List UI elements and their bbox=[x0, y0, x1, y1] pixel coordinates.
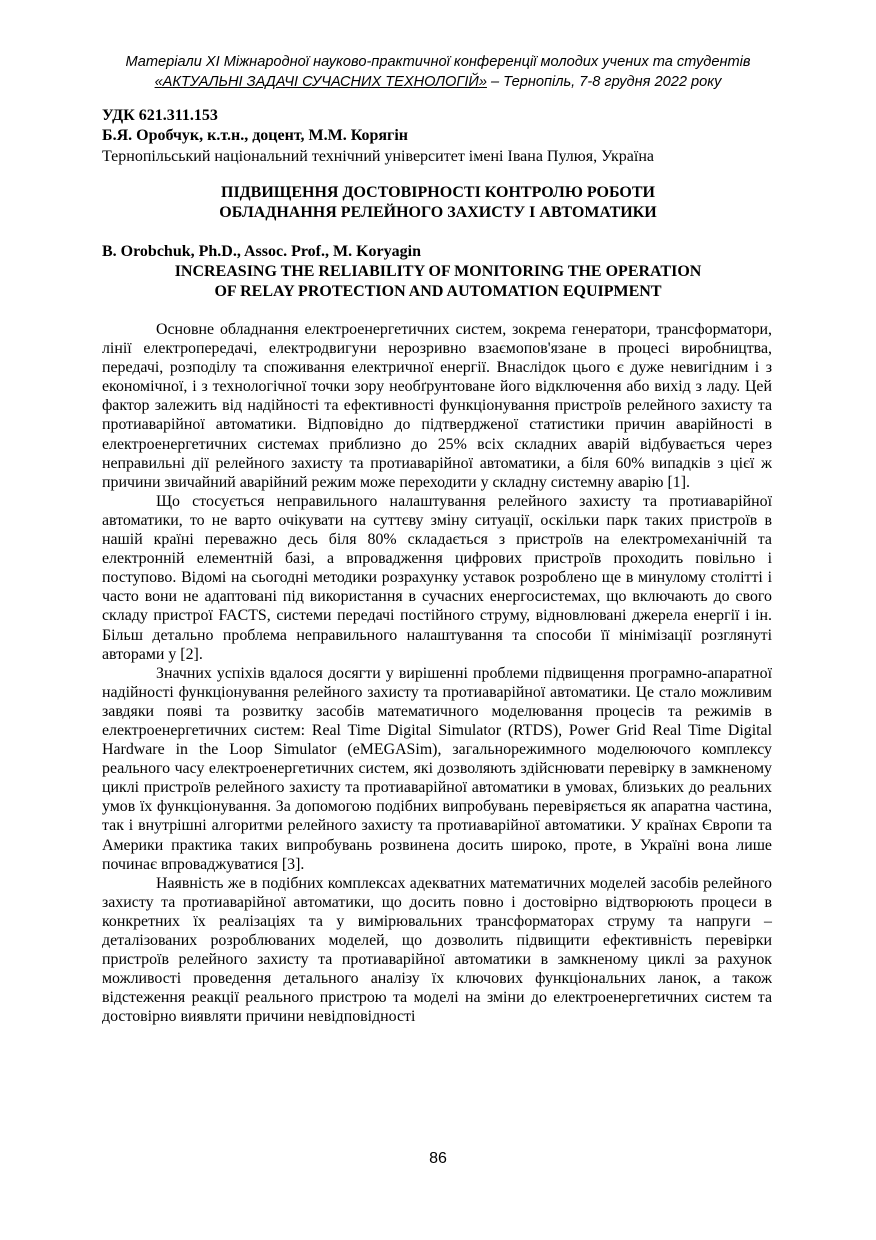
affiliation: Тернопільський національний технічний університет імені Івана Пулюя, Україна bbox=[102, 148, 654, 165]
paragraph: Значних успіхів вдалося досягти у вирішенні проблеми підвищення програмно-апаратної надійності функціонування релейного захисту та протиаварійної автоматики. Це стало можливим завдяки появі та розвитку засобів математичного моделювання процесів та режимів в електроенергетичних систем: Real Time Digital Simulator (RTDS), Power Grid Real Time Digital Hardware in the Loop Simulator (eMEGASim), загальнорежимного моделюючого комплексу реального часу електроенергетичних систем, які дозволяють здійснювати перевірку в замкненому циклі пристроїв релейного захисту та протиаварійної автоматики в умовах, близьких до реальних умов їх функціонування. За допомогою подібних випробувань перевіряється як апаратна частина, так і внутрішні алгоритми релейного захисту та протиаварійної автоматики. У країнах Європи та Америки практика таких випробувань розвинена досить широко, проте, в Україні вона лише починає впроваджуватися [3]. bbox=[102, 664, 772, 873]
authors-ua: Б.Я. Оробчук, к.т.н., доцент, М.М. Корягін bbox=[102, 127, 408, 144]
paragraph: Наявність же в подібних комплексах адекватних математичних моделей засобів релейного захисту та протиаварійної автоматики, що досить повно і достовірно відтворюють процеси в конкретних їх реалізаціях та у вимірювальних трансформаторах струму та напруги – деталізованих розроблюваних моделей, що дозволить підвищити ефективність перевірки пристроїв релейного захисту та протиаварійної автоматики в замкненому циклі за рахунок можливості проведення детального аналізу їх ключових функціональних ланок, а також відстеження реакції реального пристрою та моделі на зміни до електроенергетичних систем та достовірно виявляти причини невідповідності bbox=[102, 874, 772, 1026]
running-header-line2 bbox=[60, 72, 816, 92]
udk-code: УДК 621.311.153 bbox=[102, 107, 218, 124]
title-ua-line2: ОБЛАДНАННЯ РЕЛЕЙНОГО ЗАХИСТУ І АВТОМАТИКИ bbox=[219, 204, 657, 221]
authors-en: B. Orobchuk, Ph.D., Assoc. Prof., M. Koryagin bbox=[102, 243, 421, 260]
paragraph: Основне обладнання електроенергетичних систем, зокрема генератори, трансформатори, лінії електропередачі, електродвигуни нерозривно взаємопов'язане в процесі виробництва, передачі, розподілу та споживання електричної енергії. Внаслідок цього є дуже невигідним і з економічної, і з технологічної точки зору необґрунтоване його відключення або вихід з ладу. Цей фактор залежить від надійності та ефективності функціонування пристроїв релейного захисту та протиаварійної автоматики. Відповідно до підтвердженої статистики причин аварійності в електроенергетичних системах приблизно до 25% всіх складних аварій відбувається через неправильні дії релейного захисту та протиаварійної автоматики, а біля 60% випадків з цієї ж причини звичайний аварійний режим може переходити у складну системну аварію [1]. bbox=[102, 321, 772, 491]
title-en-line1: INCREASING THE RELIABILITY OF MONITORING THE OPERATION bbox=[174, 263, 702, 280]
conference-place-date: – Тернопіль, 7-8 грудня 2022 року bbox=[486, 74, 722, 90]
title-en-line2: OF RELAY PROTECTION AND AUTOMATION EQUIPMENT bbox=[214, 283, 662, 300]
paragraph: Що стосується неправильного налаштування релейного захисту та протиаварійної автоматики, то не варто очікувати на суттєву зміну ситуації, оскільки парк таких пристроїв в нашій країні переважно десь біля 80% складається з пристроїв на електромеханічній та електронній елементній базі, а впровадження цифрових пристроїв проходить повільно і поступово. Відомі на сьогодні методики розрахунку уставок розроблено ще в минулому столітті і часто вони не адаптовані під використання в сучасних енергосистемах, що включають до свого складу пристрої FACTS, системи передачі постійного струму, відновлювані джерела енергії і ін. Більш детально проблема неправильного налаштування та способи її мінімізації розглянуті авторами у [2]. bbox=[102, 492, 772, 663]
page-number: 86 bbox=[429, 1150, 447, 1167]
body-text bbox=[102, 320, 772, 1026]
title-ua-line1: ПІДВИЩЕННЯ ДОСТОВІРНОСТІ КОНТРОЛЮ РОБОТИ bbox=[221, 184, 655, 201]
conference-name: «АКТУАЛЬНІ ЗАДАЧІ СУЧАСНИХ ТЕХНОЛОГІЙ» bbox=[154, 74, 487, 90]
running-header-line1: Матеріали XI Міжнародної науково-практичної конференції молодих учених та студентів bbox=[125, 54, 751, 70]
